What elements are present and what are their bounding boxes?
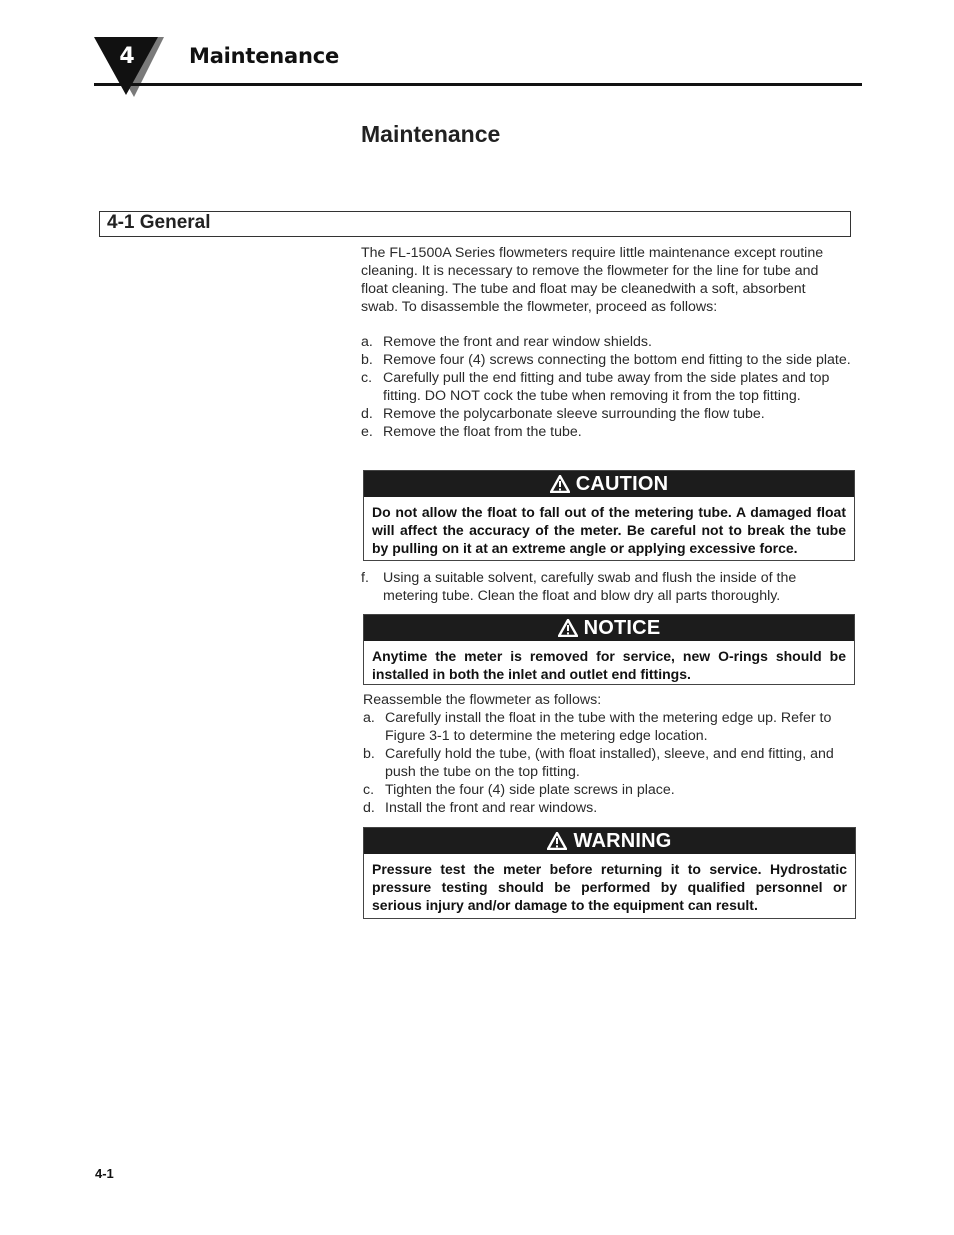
- warning-callout: [363, 827, 856, 919]
- list-item-text: Using a suitable solvent, carefully swab and flush the inside of the metering tube. Clean the float and blow dry all parts thoroughly.: [383, 570, 797, 604]
- reassembly-steps: [363, 709, 855, 817]
- warning-text: Pressure test the meter before returning it to service. Hydrostatic pressure testing should be performed by qualified personnel or serious injury and/or damage to the equipment can result.: [372, 861, 847, 913]
- page-title: Maintenance: [361, 121, 501, 147]
- list-marker: a.: [361, 334, 373, 350]
- caution-callout: [363, 470, 855, 561]
- intro-paragraph: The FL-1500A Series flowmeters require little maintenance except routine cleaning. It is necessary to remove the flowmeter for the line for tube and float cleaning. The tube and float may be cleanedwith a soft, absorbent swab. To disassemble the flowmeter, proceed as follows:: [361, 245, 824, 315]
- list-item: [361, 333, 855, 351]
- list-item: [361, 569, 855, 605]
- list-marker: b.: [363, 746, 375, 762]
- warning-header: [364, 828, 855, 854]
- page-number: 4-1: [95, 1166, 114, 1181]
- list-marker: b.: [361, 352, 373, 368]
- caution-title: CAUTION: [575, 472, 669, 495]
- warning-title: WARNING: [573, 829, 672, 852]
- list-marker: d.: [361, 406, 373, 422]
- warning-triangle-icon: [547, 832, 567, 850]
- list-item-text: Remove the front and rear window shields.: [383, 334, 652, 350]
- list-item-text: Install the front and rear windows.: [385, 800, 598, 816]
- list-marker: c.: [363, 782, 375, 798]
- list-item: [361, 369, 855, 405]
- list-marker: f.: [361, 570, 369, 586]
- section-heading-box: [99, 211, 851, 237]
- caution-header: [364, 471, 854, 497]
- list-item-text: Remove four (4) screws connecting the bottom end fitting to the side plate.: [383, 352, 851, 368]
- list-item: [361, 405, 855, 423]
- section-title: 4-1 General: [107, 212, 211, 233]
- list-item: [363, 709, 855, 745]
- list-item: [363, 781, 855, 799]
- chapter-number: 4: [119, 44, 135, 69]
- chapter-badge: [94, 37, 166, 97]
- caution-text: Do not allow the float to fall out of the metering tube. A damaged float will affect the accuracy of the meter. Be careful not to break the tube by pulling on it at an extreme angle or applying excessive force.: [372, 504, 846, 556]
- list-marker: e.: [361, 424, 373, 440]
- list-item-text: Carefully install the float in the tube with the metering edge up. Refer to Figure 3-1 to determine the metering edge location.: [385, 710, 832, 744]
- list-marker: a.: [363, 710, 375, 726]
- list-item: [361, 423, 855, 441]
- list-marker: c.: [361, 370, 373, 386]
- list-marker: d.: [363, 800, 375, 816]
- warning-triangle-icon: [550, 475, 570, 493]
- inverted-triangle-icon: [94, 37, 166, 97]
- disassembly-steps: [361, 333, 855, 441]
- header-rule: [94, 83, 862, 86]
- list-item-text: Tighten the four (4) side plate screws in place.: [385, 782, 675, 798]
- notice-header: [364, 615, 854, 641]
- list-item: [363, 745, 855, 781]
- warning-triangle-icon: [558, 619, 578, 637]
- final-step: [361, 569, 855, 605]
- list-item-text: Remove the polycarbonate sleeve surrounding the flow tube.: [383, 406, 765, 422]
- list-item: [363, 799, 855, 817]
- reassembly-intro: Reassemble the flowmeter as follows:: [363, 692, 602, 708]
- notice-callout: [363, 614, 855, 685]
- notice-text: Anytime the meter is removed for service, new O-rings should be installed in both the inlet and outlet end fittings.: [372, 648, 846, 682]
- list-item: [361, 351, 855, 369]
- list-item-text: Carefully pull the end fitting and tube away from the side plates and top fitting. DO NOT cock the tube when removing it from the top fitting.: [383, 370, 830, 404]
- list-item-text: Remove the float from the tube.: [383, 424, 582, 440]
- list-item-text: Carefully hold the tube, (with float installed), sleeve, and end fitting, and push the tube on the top fitting.: [385, 746, 834, 780]
- chapter-title: Maintenance: [189, 44, 340, 68]
- notice-title: NOTICE: [583, 616, 661, 639]
